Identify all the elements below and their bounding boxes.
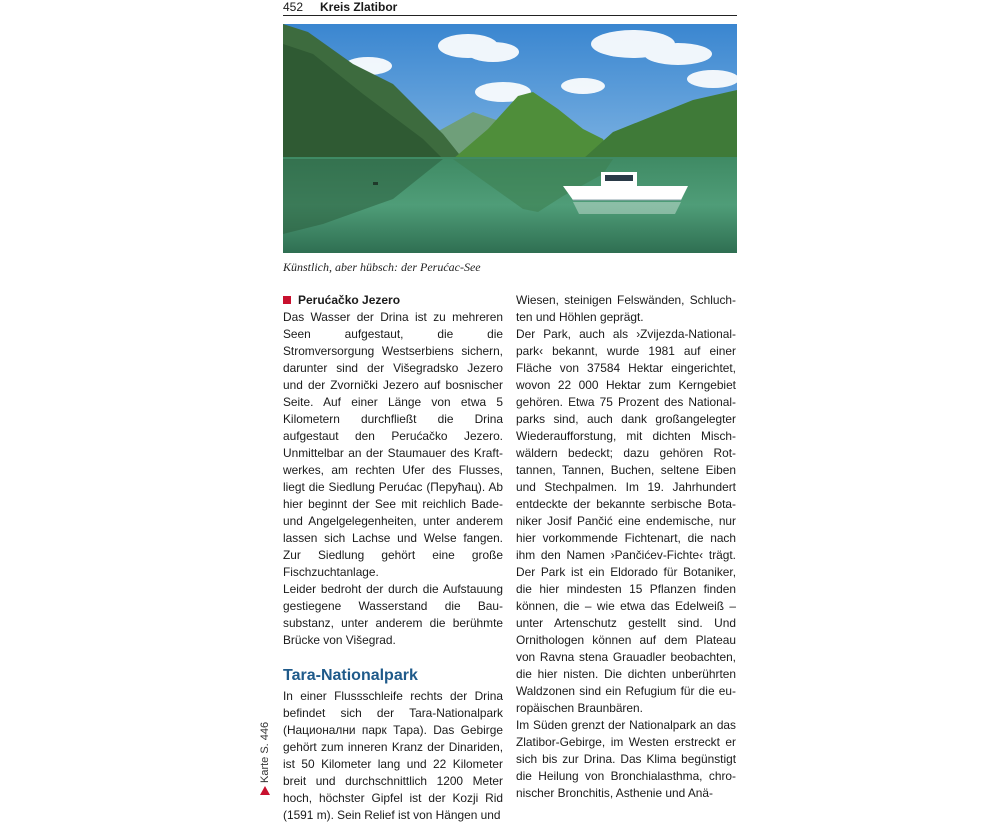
- right-column: [516, 292, 736, 802]
- subheading-text: Perućačko Jezero: [298, 293, 401, 307]
- paragraph: Das Wasser der Drina ist zu mehreren Seen aufgestaut, die die Stromversorgung Westserbiens sichern, darunter sind der Višegradsko Jezero und der Zvornički Jezero auf bosnischer Seite. Auf einer Länge von etwa 5 Kilometern durchfließt die Drina aufgestaut den Perućačko Jezero. Unmittelbar an der Staumauer des Kraftwerkes, am rechten Ufer des Flusses, liegt die Siedlung Perućac (Перућац). Ab hier beginnt der See mit reichlich Bade- und Angelgelegenheiten, unter anderem lassen sich Lachse und Welse fangen. Zur Siedlung gehört eine große Fischzuchtanlage.: [283, 310, 503, 579]
- triangle-arrow-icon: [260, 786, 270, 795]
- chapter-title: Kreis Zlatibor: [320, 0, 398, 14]
- page-header: [283, 0, 737, 16]
- paragraph: Der Park, auch als ›Zvijezda-Nationalpark‹ bekannt, wurde 1981 auf einer Fläche von 37584 Hektar eingerichtet, wovon 22 000 Hektar zum Kerngebiet gehören. Etwa 75 Prozent des Nationalparks sind, auch dank großangelegter Wiederaufforstung, mit dichten Mischwäldern bedeckt; dazu gehören Rottannen, Tannen, Buchen, seltene Eiben und Stechpalmen. Im 19. Jahrhundert entdeckte der bekannte serbische Botaniker Josif Pančić eine endemische, nur hier vorkommende Fichtenart, die nach ihm den Namen ›Pančićev-Fichte‹ trägt. Der Park ist ein Eldorado für Botaniker, die hier mindesten 15 Pflanzen finden können, die – wie etwa das Edelweiß – unter Artenschutz gestellt sind. Und Ornithologen können auf dem Plateau von Ravna stena Grauadler beobachten, die hier nisten. Die dichten unberührten Waldzonen sind ein Refugium für die europäischen Braunbären.: [516, 327, 736, 715]
- paragraph: Leider bedroht der durch die Aufstauung gestiegene Wasserstand die Bausubstanz, unter anderem die berühmte Brücke von Višegrad.: [283, 582, 503, 647]
- subheading: [283, 292, 503, 309]
- map-reference-text: Karte S. 446: [259, 721, 271, 783]
- page-number: 452: [283, 0, 304, 14]
- paragraph: Wiesen, steinigen Felswänden, Schluchten und Höhlen geprägt.: [516, 293, 736, 324]
- paragraph: In einer Flussschleife rechts der Drina befindet sich der Tara-Nationalpark (Национални парк Тара). Das Gebirge gehört zum inneren Kranz der Dinariden, ist 50 Kilometer lang und 22 Kilometer breit und durchschnittlich 1200 Meter hoch, höchster Gipfel ist der Kozji Rid (1591 m). Sein Relief ist von Hängen und: [283, 689, 503, 822]
- map-reference: [258, 718, 272, 798]
- left-column: [283, 292, 503, 824]
- paragraph: Im Süden grenzt der Nationalpark an das Zlatibor-Gebirge, im Westen erstreckt er sich bis zur Drina. Das Klima begünstigt die Heilung von Bronchialasthma, chronischer Bronchitis, Asthenie und Anä-: [516, 718, 736, 800]
- lake-photo: [283, 24, 737, 253]
- red-square-bullet-icon: [283, 296, 291, 304]
- photo-caption: Künstlich, aber hübsch: der Perućac-See: [283, 260, 481, 274]
- section-title: Tara-Nationalpark: [283, 667, 418, 684]
